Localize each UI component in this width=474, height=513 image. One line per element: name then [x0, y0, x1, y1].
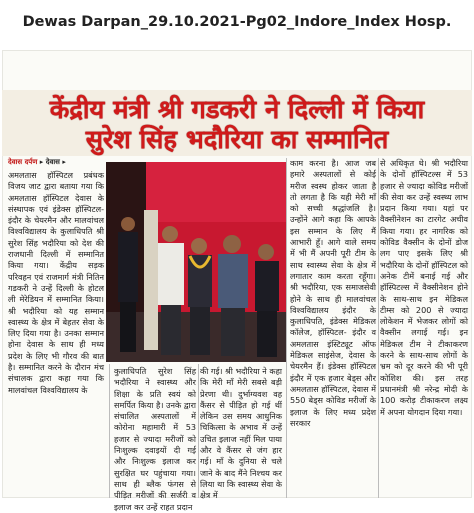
- person-left: [118, 217, 138, 352]
- article-column-5: से अधिकृत थे। श्री भदौरिया के दोनों हॉस्पिटल्स में 53 हजार से ज्यादा कोविड मरीजों की सेवा कर उन्हें स्वस्थ्य लाभ प्रदान किया गया। यहां पर वैक्सीनेशन का टारगेट अचीव किया गया। हर नागरिक को कोविड वैक्सीन के दोनों डोज लग पाए इसके लिए श्री भदौरिया के दोनों हॉस्पिटल को अनेक टीमें बनाई गई और हॉस्पिटल्स में वैक्सीनेशन होने के साथ-साथ इन मेडिकल टीम्स को 200 से ज्यादा लोकेशन में भेजकर लोगों को वैक्सीन लगाई गई। इन मेडिकल टीम ने टीकाकरण करने के साथ-साथ लोगों के भ्रम को दूर करने की भी पूरी कोशिश की। इस तरह प्रधानमंत्री श्री नरेन्द्र मोदी के 100 करोड़ टीकाकरण लक्ष्य में अपना योगदान दिया गया।: [380, 158, 468, 417]
- article-column-3: की गई। श्री भदौरिया ने कहा कि मेरी माँ मेरी सबसे बड़ी प्रेरणा थी। दुर्भाग्यवश वह कैंसर से पीड़ित हो गई थीं लेकिन उस समय आधुनिक चिकित्सा के अभाव में उन्हें उचित इलाज नहीं मिल पाया और वे कैंसर से जंग हार गई। माँ के दुनिया से चले जाने के बाद मैंने निश्चय कर लिया था कि स्वास्थ्य सेवा के क्षेत्र में: [200, 366, 282, 501]
- stage-screen-glow: [142, 162, 286, 222]
- award-photo-drawing: [106, 162, 286, 362]
- dateline-city: देवास: [45, 158, 60, 166]
- column-rule: [109, 364, 110, 498]
- headline-line-2: सुरेश सिंह भदौरिया का सम्मानित: [85, 125, 389, 155]
- dateline-paper: देवास दर्पण: [8, 158, 38, 166]
- person-white-shirt: [158, 226, 184, 355]
- clipping-caption: Dewas Darpan_29.10.2021-Pg02_Indore_Index Hosp.: [22, 14, 452, 30]
- column-rule: [198, 364, 199, 498]
- award-standee: [144, 210, 158, 350]
- headline-line-1: केंद्रीय मंत्री श्री गडकरी ने दिल्ली में किया: [49, 95, 425, 125]
- dateline-sep-2: ▸: [62, 158, 66, 166]
- column-rule: [286, 158, 287, 498]
- person-garlanded: [188, 238, 212, 355]
- article-column-4: काम करना है। आज जब हमारे अस्पतालों से कोई मरीज स्वस्थ होकर जाता है तो लगता है कि यही मेरी माँ को सच्ची श्रद्धांजलि है। उन्होंने आगे कहा कि आपके इस सम्मान के लिए मैं आभारी हूँ। आगे वाले समय में भी मैं अपनी पूरी टीम के साथ स्वास्थ्य सेवा के क्षेत्र में लगातार काम करता रहूँगा। श्री भदौरिया, एक समाजसेवी होने के साथ ही मालवांचल विश्वविद्यालय इंदौर के कुलाधिपति, इंडेक्स मेडिकल कॉलेज, हॉस्पिटल- इंदौर व अमलतास इंस्टिट्यूट ऑफ मेडिकल साइंसेज, देवास के चेयरमैन हैं। इंडेक्स हॉस्पिटल इंदौर में एक हजार बेड्स और अमलतास हॉस्पिटल, देवास में 550 बेड्स कोविड मरीजों के इलाज के लिए मध्य प्रदेश सरकार: [290, 158, 376, 428]
- article-column-1: अमलतास हॉस्पिटल प्रबंधक विजय जाट द्वारा बताया गया कि अमलतास हॉस्पिटल देवास के संस्थापक एवं इंडेक्स हॉस्पिटल- इंदौर के चेयरमैन और मालवांचल विश्वविद्यालय के कुलाधिपति श्री सुरेश सिंह भदौरिया को देश की राजधानी दिल्ली में सम्मानित किया गया। केंद्रीय सड़क परिवहन एवं राजमार्ग मंत्री नितिन गडकरी ने उन्हें दिल्ली के होटल ली मेरेडियन में सम्मानित किया। श्री भदौरिया को यह सम्मान स्वास्थ्य के क्षेत्र में बेहतर सेवा के लिए दिया गया है। उनका सम्मान होना देवास के साथ ही मध्य प्रदेश के लिए भी गौरव की बात है। सम्मानित करने के दौरान मंच संचालक द्वारा कहा गया कि मालवांचल विश्वविद्यालय के: [8, 170, 104, 395]
- award-photo: [106, 162, 286, 362]
- dateline: [8, 158, 66, 167]
- article-column-2: कुलाधिपति सुरेश सिंह भदौरिया ने स्वास्थ्य और शिक्षा के प्रति स्वयं को समर्पित किया है। उनके द्वारा संचालित अस्पतालों में कोरोना महामारी में 53 हजार से ज्यादा मरीजों को निःशुल्क दवाइयों दी गई और निःशुल्क इलाज कर सुरक्षित घर पहुंचाया गया। साथ ही ब्लैक फंगस से पीड़ित मरीजों की सर्जरी व इलाज कर उन्हें राहत प्रदान: [114, 366, 196, 512]
- newspaper-clipping: [2, 50, 472, 512]
- dateline-sep-1: ▸: [39, 158, 44, 166]
- column-rule: [378, 158, 379, 498]
